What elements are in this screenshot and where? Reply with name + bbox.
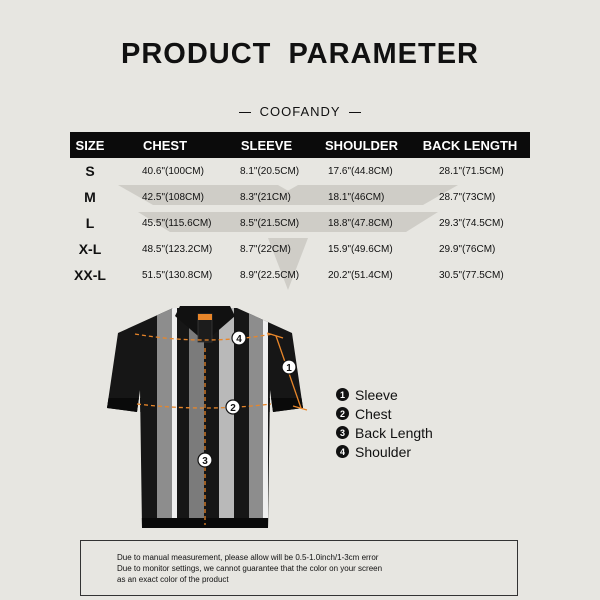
header-shoulder: SHOULDER — [313, 132, 410, 158]
disclaimer-box — [80, 540, 518, 596]
brand-name — [0, 104, 600, 119]
legend-item-back-length — [336, 423, 433, 442]
header-chest: CHEST — [110, 132, 220, 158]
legend-number: 1 — [336, 388, 349, 401]
legend-number: 2 — [336, 407, 349, 420]
cell-shoulder: 20.2"(51.4CM) — [328, 269, 393, 281]
disclaimer-line: Due to monitor settings, we cannot guarantee that the color on your screen — [117, 564, 383, 573]
disclaimer-line: as an exact color of the product — [117, 575, 229, 584]
cell-size: L — [85, 215, 95, 231]
marker-1-label: 1 — [286, 363, 292, 374]
cell-sleeve: 8.7"(22CM) — [240, 243, 291, 255]
header-back-length: BACK LENGTH — [410, 132, 530, 158]
cell-size: M — [84, 189, 96, 205]
measurement-legend — [336, 385, 433, 461]
marker-1 — [282, 360, 296, 374]
marker-4 — [232, 331, 246, 345]
brand-dash-left — [239, 112, 251, 113]
size-table — [70, 132, 530, 288]
cell-sleeve: 8.1"(20.5CM) — [240, 165, 300, 177]
cell-back-length: 28.1"(71.5CM) — [439, 165, 504, 177]
header-size: SIZE — [70, 132, 110, 158]
table-row — [70, 262, 530, 288]
cell-sleeve: 8.9"(22.5CM) — [240, 269, 300, 281]
disclaimer-line: Due to manual measurement, please allow will be 0.5-1.0inch/1-3cm error — [117, 553, 379, 562]
marker-3-label: 3 — [202, 456, 208, 467]
cell-shoulder: 17.6"(44.8CM) — [328, 165, 393, 177]
brand-label: COOFANDY — [259, 104, 341, 119]
polo-shirt-diagram — [85, 300, 325, 540]
legend-label: Back Length — [355, 424, 433, 441]
table-header-row — [70, 132, 530, 158]
cell-size: XX-L — [74, 267, 106, 283]
cell-back-length: 29.9"(76CM) — [439, 243, 496, 255]
table-row — [70, 158, 530, 184]
header-sleeve: SLEEVE — [220, 132, 313, 158]
cell-chest: 45.5"(115.6CM) — [142, 217, 212, 229]
cell-shoulder: 18.1"(46CM) — [328, 191, 385, 203]
cell-sleeve: 8.5"(21.5CM) — [240, 217, 300, 229]
legend-label: Chest — [355, 405, 392, 422]
legend-label: Sleeve — [355, 386, 398, 403]
table-row — [70, 236, 530, 262]
cell-back-length: 29.3"(74.5CM) — [439, 217, 504, 229]
cell-shoulder: 15.9"(49.6CM) — [328, 243, 393, 255]
table-row — [70, 184, 530, 210]
marker-4-label: 4 — [236, 334, 242, 345]
cell-chest: 40.6"(100CM) — [142, 165, 204, 177]
cell-size: X-L — [78, 241, 102, 257]
cell-back-length: 30.5"(77.5CM) — [439, 269, 504, 281]
cell-shoulder: 18.8"(47.8CM) — [328, 217, 393, 229]
cell-chest: 51.5"(130.8CM) — [142, 269, 213, 281]
marker-2 — [226, 400, 240, 414]
cell-chest: 42.5"(108CM) — [142, 191, 204, 203]
table-row — [70, 210, 530, 236]
marker-3 — [198, 453, 212, 467]
cell-sleeve: 8.3"(21CM) — [240, 191, 291, 203]
brand-dash-right — [349, 112, 361, 113]
marker-2-label: 2 — [230, 403, 236, 414]
cell-back-length: 28.7"(73CM) — [439, 191, 496, 203]
legend-item-sleeve — [336, 385, 433, 404]
cell-chest: 48.5"(123.2CM) — [142, 243, 213, 255]
legend-label: Shoulder — [355, 443, 412, 460]
cell-size: S — [85, 163, 95, 179]
legend-number: 4 — [336, 445, 349, 458]
legend-number: 3 — [336, 426, 349, 439]
page-title: PRODUCT PARAMETER — [121, 38, 479, 70]
legend-item-chest — [336, 404, 433, 423]
collar-label — [198, 314, 212, 320]
legend-item-shoulder — [336, 442, 433, 461]
